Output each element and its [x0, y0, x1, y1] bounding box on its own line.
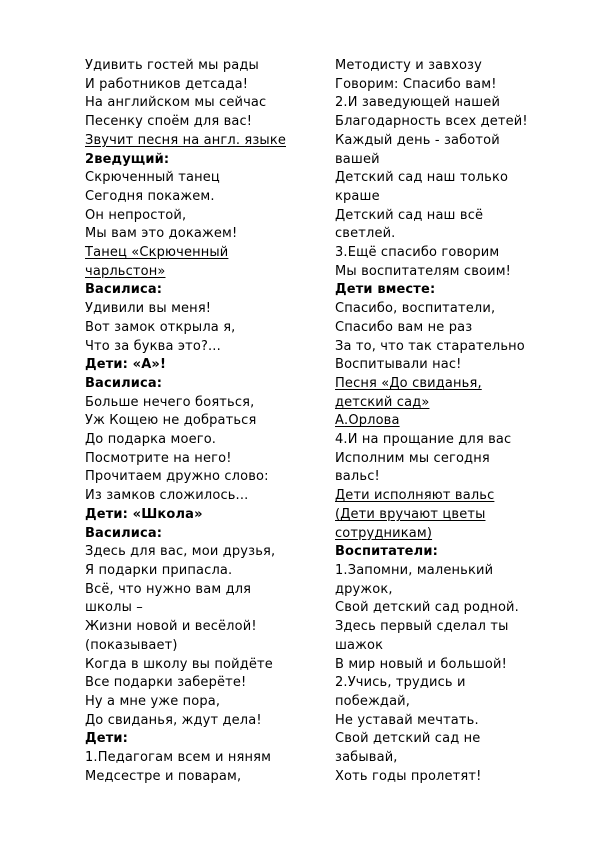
verse-line: До подарка моего.	[85, 432, 217, 448]
verse-line: Уж Кощею не добраться	[85, 413, 257, 429]
verse-line: школы –	[85, 600, 143, 616]
verse-line: Когда в школу вы пойдёте	[85, 656, 273, 672]
stage-direction: (Дети вручают цветы	[335, 506, 486, 522]
verse-line: светлей.	[335, 226, 396, 242]
stage-direction: детский сад»	[335, 394, 430, 410]
verse-line: 1.Педагогам всем и няням	[85, 750, 272, 766]
verse-line: Детский сад наш только	[335, 170, 509, 186]
verse-line: До свиданья, ждут дела!	[85, 712, 262, 728]
verse-line: Спасибо, воспитатели,	[335, 301, 496, 317]
verse-line: За то, что так старательно	[335, 338, 525, 354]
stage-direction: чарльстон»	[85, 263, 166, 279]
verse-line: Спасибо вам не раз	[335, 319, 473, 335]
verse-line: Здесь для вас, мои друзья,	[85, 544, 276, 560]
verse-line: Всё, что нужно вам для	[85, 581, 252, 597]
verse-line: Медсестре и поварам,	[85, 768, 242, 784]
verse-line: Исполним мы сегодня	[335, 450, 490, 466]
verse-line: На английском мы сейчас	[85, 95, 267, 111]
speaker-label: Василиса:	[85, 525, 163, 541]
stage-direction: Дети исполняют вальс	[335, 488, 495, 504]
verse-line: Ну а мне уже пора,	[85, 693, 221, 709]
verse-line: Вот замок открыла я,	[85, 319, 236, 335]
stage-direction: Танец «Скрюченный	[85, 245, 229, 261]
verse-line: Жизни новой и весёлой!	[85, 619, 257, 635]
verse-line: (показывает)	[85, 637, 178, 653]
verse-line: Детский сад наш всё	[335, 207, 484, 223]
verse-line: побеждай,	[335, 693, 411, 709]
stage-direction: сотрудникам)	[335, 525, 433, 541]
verse-line: В мир новый и большой!	[335, 656, 507, 672]
verse-line: шажок	[335, 637, 384, 653]
verse-line: Воспитывали нас!	[335, 357, 462, 373]
speaker-label: Дети: «А»!	[85, 357, 167, 373]
verse-line: 2.И заведующей нашей	[335, 95, 501, 111]
verse-line: Сегодня покажем.	[85, 188, 215, 204]
verse-line: Мы вам это докажем!	[85, 226, 238, 242]
verse-line: Каждый день - заботой	[335, 132, 500, 148]
verse-line: Благодарность всех детей!	[335, 114, 528, 130]
right-column	[335, 57, 545, 786]
stage-direction: Звучит песня на англ. языке	[85, 132, 286, 148]
stage-direction: Песня «До свиданья,	[335, 375, 482, 391]
verse-line: Говорим: Спасибо вам!	[335, 76, 497, 92]
verse-line: Здесь первый сделал ты	[335, 619, 509, 635]
verse-line: Мы воспитателям своим!	[335, 263, 512, 279]
speaker-label: 2ведущий:	[85, 151, 170, 167]
verse-line: Не уставай мечтать.	[335, 712, 479, 728]
verse-line: И работников детсада!	[85, 76, 249, 92]
left-column	[85, 57, 317, 786]
verse-line: вальс!	[335, 469, 380, 485]
verse-line: Я подарки припасла.	[85, 562, 233, 578]
verse-line: краше	[335, 188, 380, 204]
speaker-label: Дети:	[85, 731, 128, 747]
verse-line: Удивили вы меня!	[85, 301, 212, 317]
verse-line: Из замков сложилось...	[85, 488, 249, 504]
verse-line: 4.И на прощание для вас	[335, 432, 512, 448]
stage-direction: А.Орлова	[335, 413, 400, 429]
verse-line: Посмотрите на него!	[85, 450, 232, 466]
verse-line: Больше нечего бояться,	[85, 394, 255, 410]
verse-line: Свой детский сад родной.	[335, 600, 519, 616]
verse-line: 2.Учись, трудись и	[335, 675, 466, 691]
verse-line: Свой детский сад не	[335, 731, 481, 747]
speaker-label: Воспитатели:	[335, 544, 438, 560]
verse-line: Удивить гостей мы рады	[85, 58, 259, 73]
verse-line: Хоть годы пролетят!	[335, 768, 482, 784]
verse-line: 3.Ещё спасибо говорим	[335, 245, 500, 261]
verse-line: Он непростой,	[85, 207, 187, 223]
speaker-label: Дети: «Школа»	[85, 506, 203, 522]
speaker-label: Василиса:	[85, 375, 163, 391]
verse-line: Песенку споём для вас!	[85, 114, 253, 130]
verse-line: Прочитаем дружно слово:	[85, 469, 269, 485]
verse-line: вашей	[335, 151, 380, 167]
verse-line: Все подарки заберёте!	[85, 675, 247, 691]
speaker-label: Дети вместе:	[335, 282, 436, 298]
speaker-label: Василиса:	[85, 282, 163, 298]
verse-line: Скрюченный танец	[85, 170, 220, 186]
verse-line: 1.Запомни, маленький	[335, 562, 494, 578]
verse-line: забывай,	[335, 750, 398, 766]
verse-line: Что за буква это?...	[85, 338, 221, 354]
verse-line: Методисту и завхозу	[335, 58, 482, 73]
verse-line: дружок,	[335, 581, 393, 597]
